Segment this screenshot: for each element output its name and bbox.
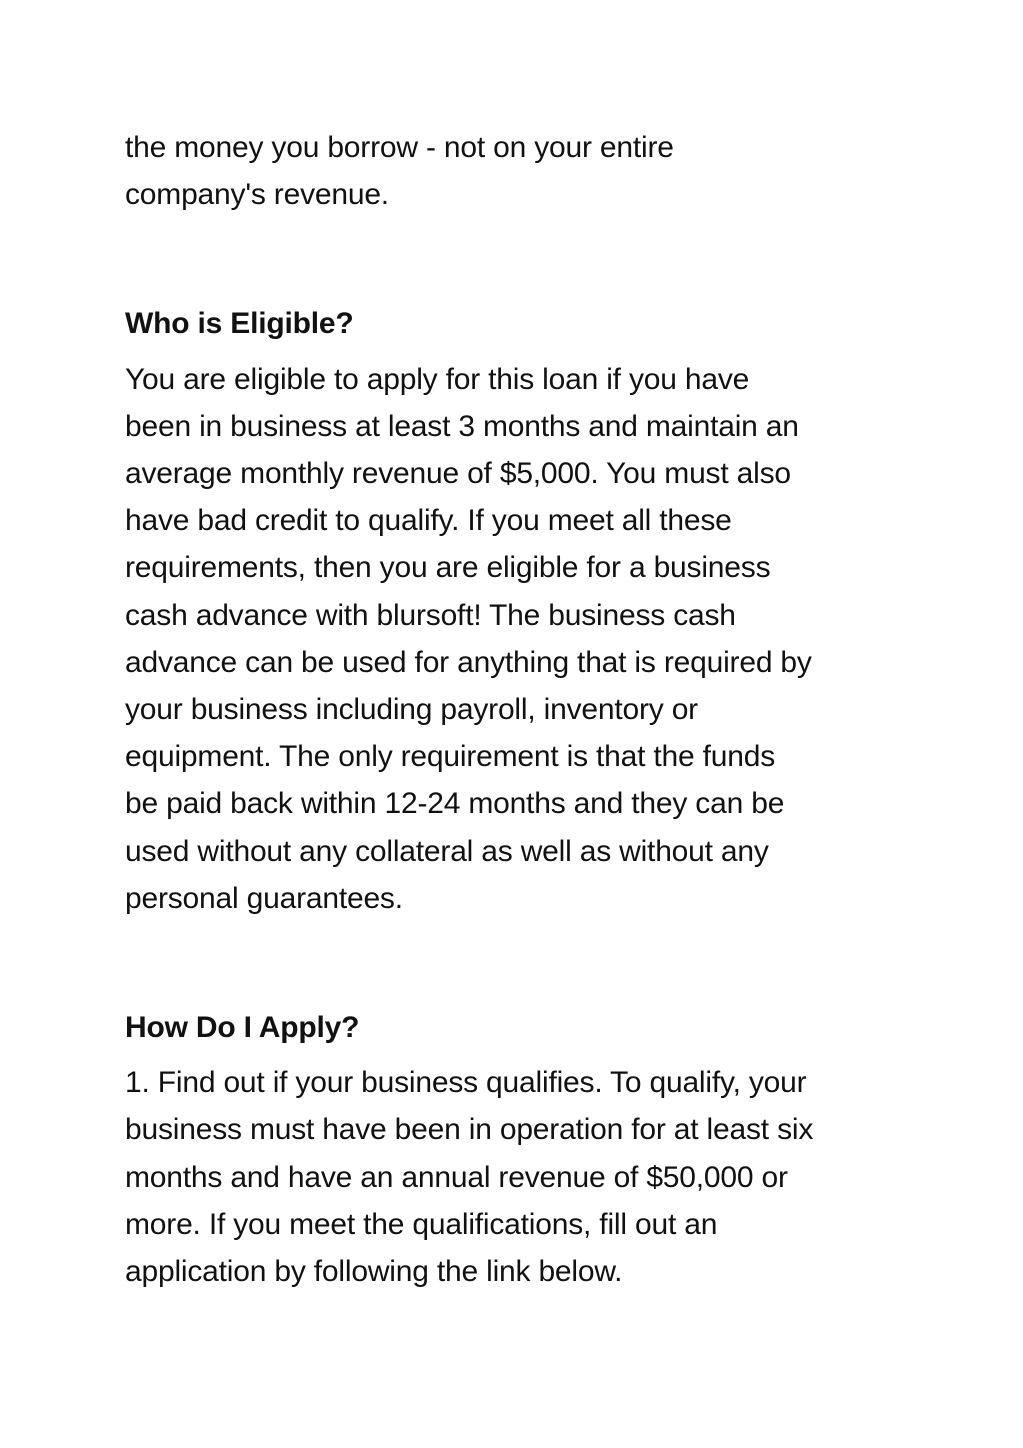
text-line: cash advance with blursoft! The business cash (125, 598, 736, 632)
text-line: been in business at least 3 months and maintain an (125, 409, 799, 443)
text-line: average monthly revenue of $5,000. You must also (125, 457, 791, 491)
text-line: application by following the link below. (125, 1255, 623, 1289)
text-line: equipment. The only requirement is that the funds (125, 740, 776, 774)
intro-paragraph (125, 124, 925, 218)
text-line: used without any collateral as well as without any (125, 834, 769, 868)
text-line: more. If you meet the qualifications, fill out an (125, 1207, 718, 1241)
text-line: advance can be used for anything that is required by (125, 645, 812, 679)
text-line: be paid back within 12-24 months and they can be (125, 787, 785, 821)
text-line: business must have been in operation for at least six (125, 1113, 814, 1147)
text-line: requirements, then you are eligible for a business (125, 551, 771, 585)
section-heading-apply: How Do I Apply? (125, 1011, 360, 1045)
text-line: company's revenue. (125, 178, 389, 212)
text-line: personal guarantees. (125, 881, 403, 915)
text-line: 1. Find out if your business qualifies. To qualify, your (125, 1066, 807, 1100)
section-heading-eligibility: Who is Eligible? (125, 307, 354, 341)
document-page (125, 124, 925, 1295)
apply-paragraph (125, 1059, 925, 1295)
text-line: your business including payroll, inventory or (125, 693, 698, 727)
text-line: You are eligible to apply for this loan if you have (125, 362, 750, 396)
text-line: the money you borrow - not on your entire (125, 131, 674, 164)
text-line: months and have an annual revenue of $50,000 or (125, 1160, 788, 1194)
eligibility-paragraph (125, 356, 925, 922)
text-line: have bad credit to qualify. If you meet all these (125, 504, 732, 538)
